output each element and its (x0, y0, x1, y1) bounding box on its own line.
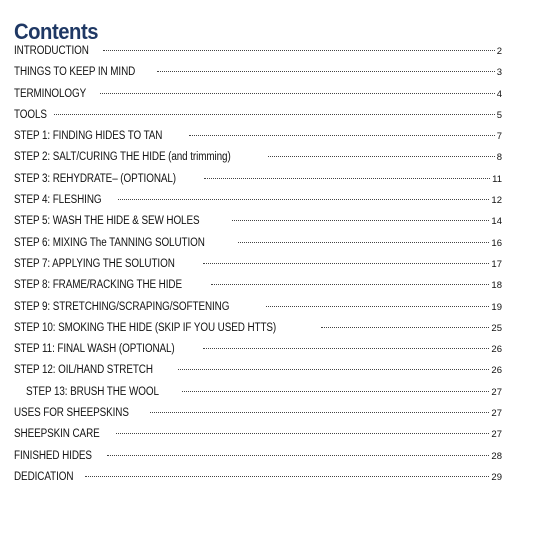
toc-page-number[interactable]: 25 (491, 322, 502, 334)
toc-entry[interactable] (14, 109, 502, 130)
toc-entry-label[interactable]: STEP 2: SALT/CURING THE HIDE (and trimming) (14, 151, 231, 164)
toc-dot-leader (118, 199, 490, 200)
toc-entry[interactable] (14, 343, 502, 364)
toc-dot-leader (103, 50, 495, 51)
toc-entry[interactable] (14, 66, 502, 87)
toc-entry-label[interactable]: DEDICATION (14, 470, 74, 483)
toc-entry[interactable] (14, 88, 502, 109)
toc-dot-leader (157, 71, 495, 72)
toc-entry-label[interactable]: TOOLS (14, 108, 47, 121)
toc-entry[interactable] (14, 322, 502, 343)
toc-dot-leader (238, 242, 490, 243)
toc-dot-leader (107, 455, 490, 456)
toc-page-number[interactable]: 26 (491, 365, 502, 377)
toc-dot-leader (266, 306, 489, 307)
toc-page-number[interactable]: 27 (491, 408, 502, 420)
toc-entry-label[interactable]: STEP 9: STRETCHING/SCRAPING/SOFTENING (14, 300, 230, 313)
toc-entry[interactable] (14, 258, 502, 279)
toc-dot-leader (54, 114, 494, 115)
toc-page-number[interactable]: 2 (496, 46, 502, 57)
toc-entry-label[interactable]: STEP 1: FINDING HIDES TO TAN (14, 130, 163, 143)
toc-dot-leader (150, 412, 490, 413)
toc-dot-leader (85, 476, 489, 477)
toc-page-number[interactable]: 29 (491, 471, 502, 483)
table-of-contents (14, 45, 502, 492)
toc-page-number[interactable]: 16 (491, 237, 502, 249)
toc-entry-label[interactable]: SHEEPSKIN CARE (14, 428, 100, 441)
toc-entry-label[interactable]: STEP 5: WASH THE HIDE & SEW HOLES (14, 215, 200, 228)
contents-heading: Contents (14, 19, 99, 44)
toc-entry-label[interactable]: THINGS TO KEEP IN MIND (14, 66, 136, 79)
toc-entry[interactable] (14, 301, 502, 322)
toc-entry-label[interactable]: STEP 10: SMOKING THE HIDE (SKIP IF YOU USED HTTS) (14, 321, 277, 334)
toc-page-number[interactable]: 12 (491, 195, 502, 207)
toc-page-number[interactable]: 7 (496, 131, 502, 143)
toc-entry[interactable] (14, 215, 502, 236)
toc-dot-leader (211, 284, 489, 285)
toc-entry[interactable] (14, 279, 502, 300)
toc-dot-leader (204, 178, 490, 179)
toc-entry[interactable] (14, 450, 502, 471)
toc-entry[interactable] (14, 428, 502, 449)
toc-dot-leader (203, 348, 490, 349)
toc-page-number[interactable]: 17 (491, 258, 502, 270)
toc-entry[interactable] (14, 194, 502, 215)
toc-page-number[interactable]: 19 (491, 301, 502, 313)
toc-dot-leader (232, 220, 490, 221)
toc-entry[interactable] (14, 130, 502, 151)
toc-entry[interactable] (14, 386, 502, 407)
toc-entry-label[interactable]: FINISHED HIDES (14, 449, 92, 462)
toc-entry-label[interactable]: TERMINOLOGY (14, 87, 87, 100)
toc-entry-label[interactable]: STEP 7: APPLYING THE SOLUTION (14, 257, 175, 270)
toc-entry[interactable] (14, 151, 502, 172)
toc-page-number[interactable]: 14 (491, 216, 502, 228)
toc-page-number[interactable]: 27 (491, 386, 502, 398)
toc-page-number[interactable]: 8 (496, 152, 502, 164)
toc-entry-label[interactable]: USES FOR SHEEPSKINS (14, 407, 129, 420)
toc-dot-leader (116, 433, 490, 434)
toc-dot-leader (189, 135, 495, 136)
toc-dot-leader (321, 327, 490, 328)
toc-entry[interactable] (14, 237, 502, 258)
toc-page-number[interactable]: 4 (496, 88, 502, 100)
toc-entry-label[interactable]: INTRODUCTION (14, 45, 89, 57)
toc-entry-label[interactable]: STEP 6: MIXING The TANNING SOLUTION (14, 236, 205, 249)
toc-dot-leader (182, 391, 489, 392)
toc-entry[interactable] (14, 173, 502, 194)
toc-entry-label[interactable]: STEP 8: FRAME/RACKING THE HIDE (14, 279, 182, 292)
toc-entry[interactable] (14, 364, 502, 385)
toc-dot-leader (178, 369, 490, 370)
toc-page-number[interactable]: 3 (496, 67, 502, 79)
toc-page-number[interactable]: 27 (491, 429, 502, 441)
toc-entry-label[interactable]: STEP 13: BRUSH THE WOOL (26, 385, 159, 398)
toc-entry-label[interactable]: STEP 11: FINAL WASH (OPTIONAL) (14, 343, 175, 356)
toc-page-number[interactable]: 28 (491, 450, 502, 462)
toc-entry[interactable] (14, 45, 502, 66)
toc-page-number[interactable]: 18 (491, 280, 502, 292)
toc-entry[interactable] (14, 471, 502, 492)
toc-entry[interactable] (14, 407, 502, 428)
toc-dot-leader (100, 93, 495, 94)
toc-entry-label[interactable]: STEP 4: FLESHING (14, 194, 102, 207)
toc-entry-label[interactable]: STEP 12: OIL/HAND STRETCH (14, 364, 153, 377)
toc-page-number[interactable]: 11 (492, 173, 502, 185)
toc-page-number[interactable]: 26 (491, 344, 502, 356)
toc-dot-leader (268, 156, 495, 157)
toc-dot-leader (203, 263, 490, 264)
toc-page-number[interactable]: 5 (496, 109, 502, 121)
toc-entry-label[interactable]: STEP 3: REHYDRATE– (OPTIONAL) (14, 172, 177, 185)
